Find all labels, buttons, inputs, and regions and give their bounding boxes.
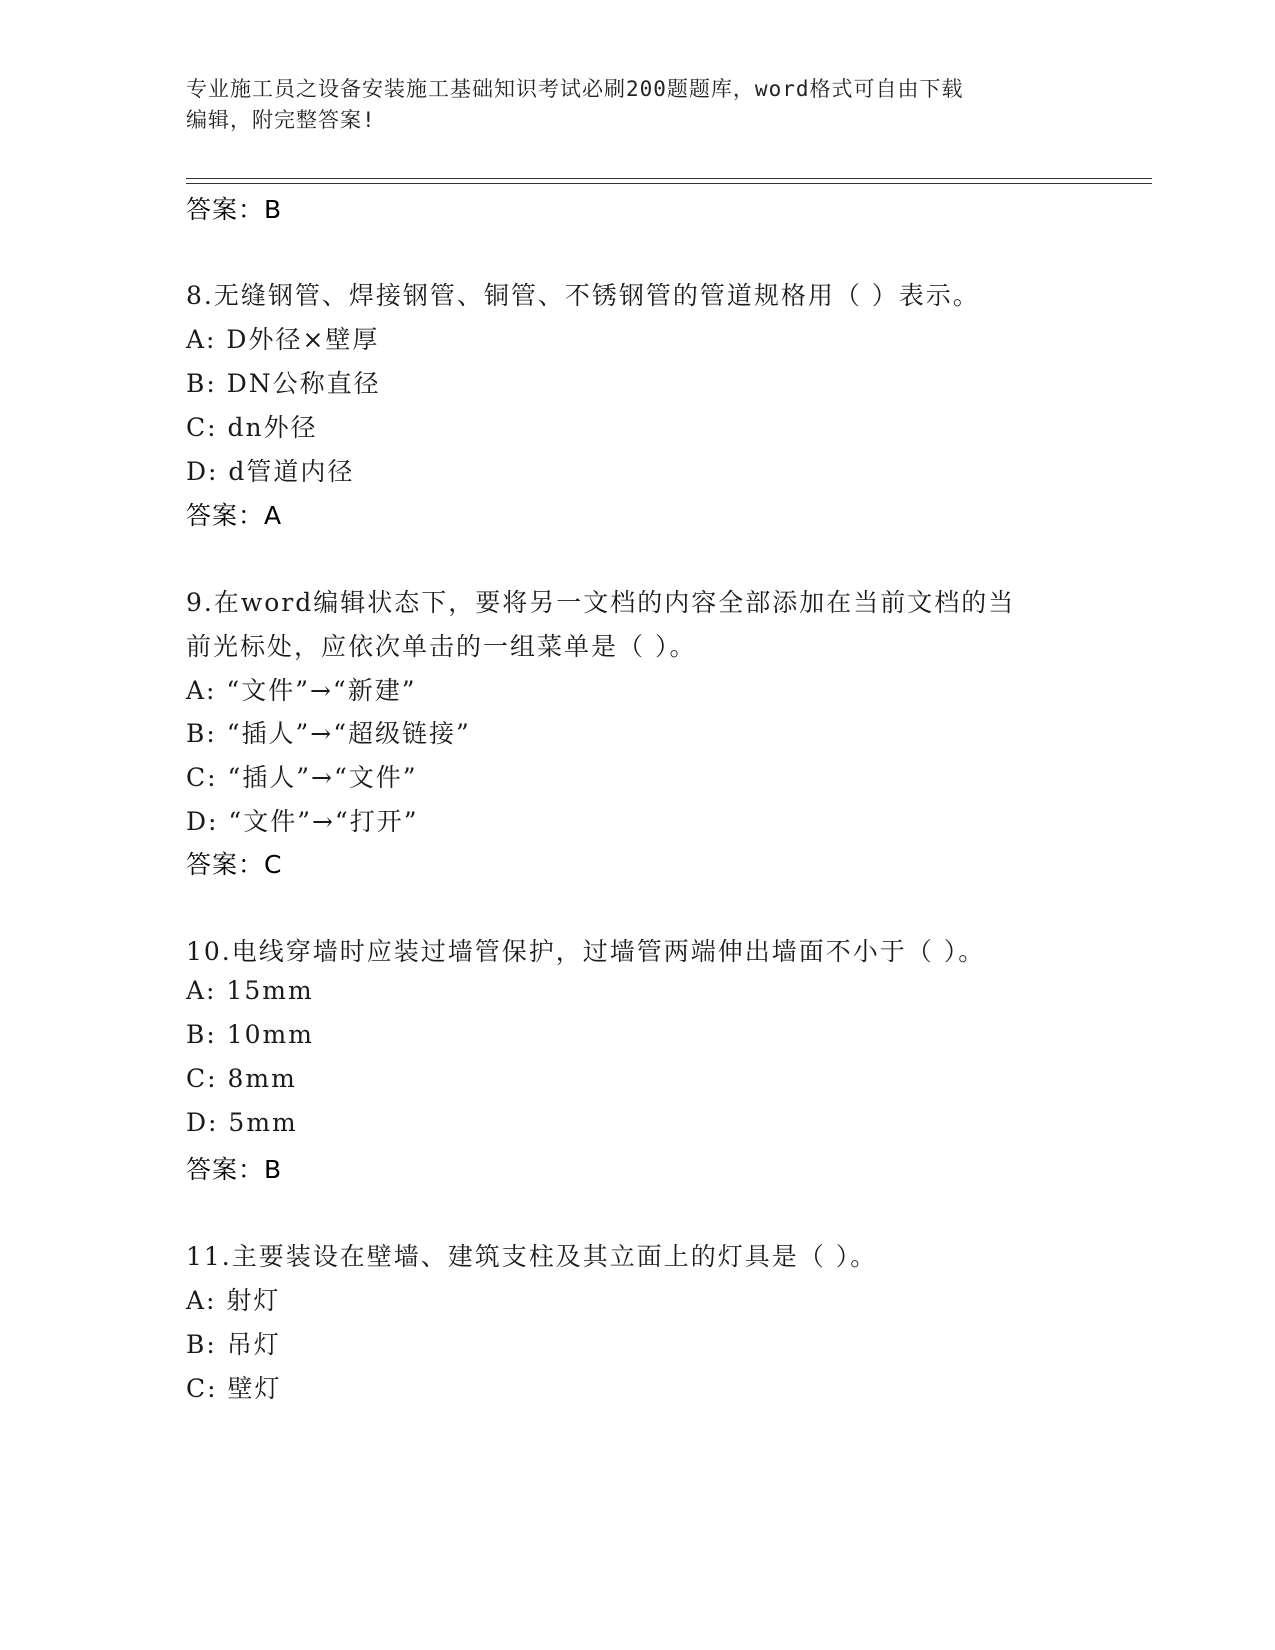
question-8-text: 8.无缝钢管、焊接钢管、铜管、不锈钢管的管道规格用（ ）表示。 — [186, 281, 980, 310]
question-8-option-a: A: D外径×壁厚 — [186, 325, 380, 354]
question-9-option-d: D: “文件”→“打开” — [186, 807, 419, 836]
header-title-line-1: 专业施工员之设备安装施工基础知识考试必刷200题题库，word格式可自由下载 — [186, 77, 964, 101]
question-9-option-a: A: “文件”→“新建” — [186, 676, 417, 705]
question-8-option-b: B: DN公称直径 — [186, 369, 381, 398]
question-9-answer: 答案：C — [186, 850, 283, 879]
header-divider-top — [186, 178, 1152, 179]
question-11-option-b: B: 吊灯 — [186, 1330, 281, 1359]
document-header — [186, 74, 1066, 136]
question-9-option-b: B: “插人”→“超级链接” — [186, 719, 471, 748]
question-8-option-c: C: dn外径 — [186, 413, 318, 442]
question-9-option-c: C: “插人”→“文件” — [186, 763, 418, 792]
question-11-text: 11.主要装设在壁墙、建筑支柱及其立面上的灯具是（ ）。 — [186, 1242, 878, 1271]
question-10-answer: 答案：B — [186, 1155, 283, 1184]
question-9-text-line-2: 前光标处，应依次单击的一组菜单是（ ）。 — [186, 632, 697, 661]
header-title-line-2: 编辑，附完整答案! — [186, 108, 376, 132]
question-10-option-d: D: 5mm — [186, 1108, 298, 1137]
question-10-option-b: B: 10mm — [186, 1020, 314, 1049]
question-10-text: 10.电线穿墙时应装过墙管保护，过墙管两端伸出墙面不小于（ ）。 — [186, 937, 986, 966]
question-10-option-c: C: 8mm — [186, 1064, 297, 1093]
previous-answer: 答案：B — [186, 195, 283, 224]
question-11-option-a: A: 射灯 — [186, 1286, 281, 1315]
header-divider-bottom — [186, 183, 1152, 184]
question-10-option-a: A: 15mm — [186, 976, 314, 1005]
question-8-option-d: D: d管道内径 — [186, 457, 355, 486]
question-8-answer: 答案：A — [186, 501, 283, 530]
question-11-option-c: C: 壁灯 — [186, 1374, 282, 1403]
question-9-text-line-1: 9.在word编辑状态下，要将另一文档的内容全部添加在当前文档的当 — [186, 588, 1016, 617]
